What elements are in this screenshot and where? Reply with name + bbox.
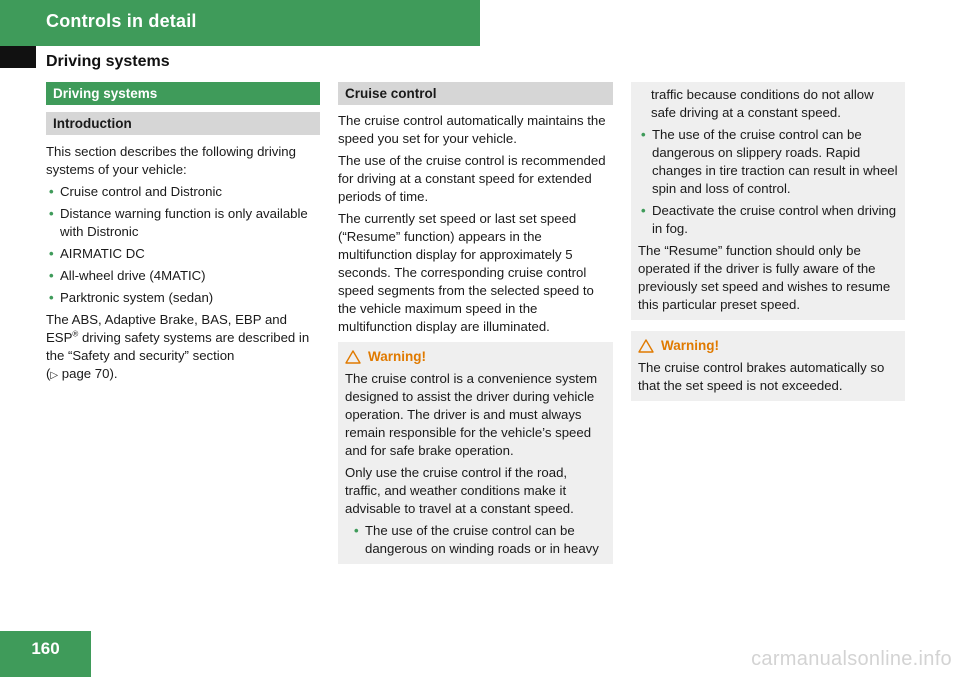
warning-continued-text: traffic because conditions do not allow safe driving at a constant speed.: [651, 87, 874, 120]
page-ref-arrow-icon: ▷: [50, 370, 59, 381]
header-title: Controls in detail: [46, 11, 197, 31]
header-bar: [0, 0, 480, 46]
driving-systems-bar: Driving systems: [46, 82, 320, 105]
column-2: [338, 82, 613, 564]
bullet-icon: •: [354, 523, 359, 538]
warning-2-text: The cruise control brakes automatically so that the set speed is not exceeded.: [638, 360, 885, 393]
list-item: • Distance warning function is only available with Distronic: [49, 206, 308, 239]
list-item: • All-wheel drive (4MATIC): [49, 268, 206, 283]
bullet-icon: •: [49, 246, 54, 261]
list-item: • Cruise control and Distronic: [49, 184, 222, 199]
column-1: [46, 82, 320, 389]
warning-paragraph-2: Only use the cruise control if the road, traffic, and weather conditions make it advisable to travel at a constant speed.: [345, 465, 574, 516]
warning-title: Warning!: [638, 337, 898, 355]
warning-triangle-icon: [638, 339, 654, 353]
bullet-icon: •: [49, 268, 54, 283]
warning-box-1-continued: [631, 82, 905, 320]
cruise-paragraph-3: The currently set speed or last set speed (“Resume” function) appears in the multifunction display for approximately 5 seconds. The corresponding cruise control speed segments from the selected speed to the vehicle maximum speed in the multifunction display are illuminated.: [338, 211, 594, 334]
warning-box-2: [631, 331, 905, 401]
page-reference-link[interactable]: page 70).: [58, 366, 118, 381]
introduction-bar: Introduction: [46, 112, 320, 135]
watermark: carmanualsonline.info: [751, 648, 952, 670]
warning-title: Warning!: [345, 348, 606, 366]
list-item: • Deactivate the cruise control when driving in fog.: [641, 203, 897, 236]
resume-paragraph: The “Resume” function should only be operated if the driver is fully aware of the previously set speed and wishes to resume this particular preset speed.: [638, 243, 891, 312]
page-number: 160: [0, 631, 91, 677]
cruise-paragraph-1: The cruise control automatically maintains the speed you set for your vehicle.: [338, 113, 606, 146]
safety-systems-note: The ABS, Adaptive Brake, BAS, EBP and ESP® driving safety systems are described in the “Safety and security” section (▷ page 70).: [46, 312, 310, 381]
list-item: • The use of the cruise control can be dangerous on slippery roads. Rapid changes in tire traction can result in wheel spin and loss of control.: [641, 127, 898, 196]
bullet-icon: •: [49, 184, 54, 199]
warning-box-1: [338, 342, 613, 564]
bullet-icon: •: [49, 290, 54, 305]
bullet-icon: •: [641, 203, 646, 218]
intro-paragraph: This section describes the following driving systems of your vehicle:: [46, 144, 296, 177]
list-item: • The use of the cruise control can be dangerous on winding roads or in heavy: [354, 523, 599, 556]
warning-paragraph-1: The cruise control is a convenience system designed to assist the driver during vehicle operation. The driver is and must always remain responsible for the vehicle’s speed and for safe brake operation.: [345, 371, 598, 458]
list-item: • AIRMATIC DC: [49, 246, 145, 261]
cruise-control-bar: Cruise control: [338, 82, 613, 105]
bullet-icon: •: [641, 127, 646, 142]
list-item: • Parktronic system (sedan): [49, 290, 214, 305]
section-tab-marker: [0, 46, 36, 68]
warning-triangle-icon: [345, 350, 361, 364]
cruise-paragraph-2: The use of the cruise control is recommended for driving at a constant speed for extended periods of time.: [338, 153, 606, 204]
bullet-icon: •: [49, 206, 54, 221]
section-heading: Driving systems: [46, 53, 170, 70]
column-3: [631, 82, 905, 401]
